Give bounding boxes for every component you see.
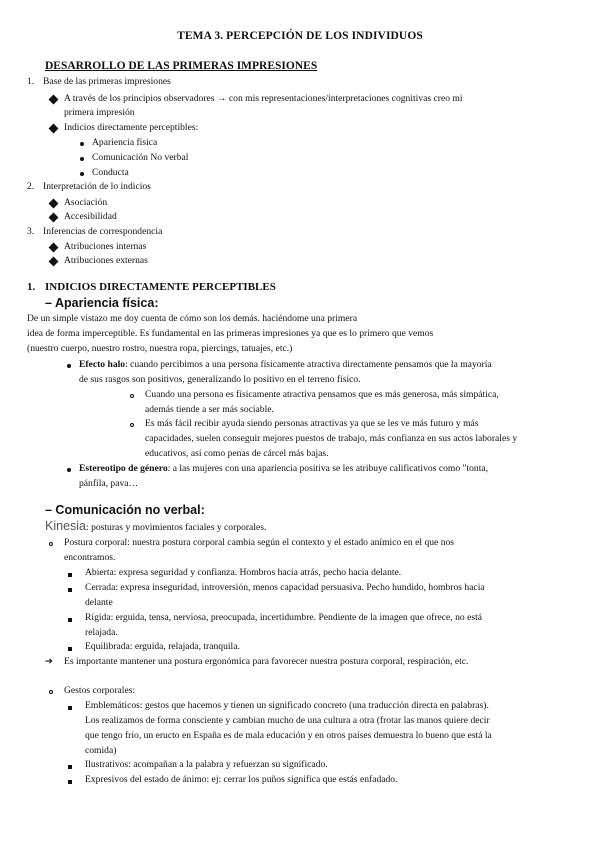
term-kinesia: Kinesia bbox=[45, 519, 86, 533]
list-item-continuation: relajada. bbox=[85, 627, 118, 638]
list-item: A través de los principios observadores → con mis representaciones/interpretaciones cognitivas creo mi bbox=[64, 93, 463, 104]
list-item: Interpretación de lo indicios bbox=[43, 181, 151, 192]
list-item: Asociación bbox=[64, 197, 108, 208]
list-item: Conducta bbox=[92, 167, 129, 178]
diamond-bullet-icon bbox=[49, 199, 59, 209]
diamond-bullet-icon bbox=[49, 124, 59, 134]
paragraph-line: Kinesia: posturas y movimientos faciales y corporales. bbox=[45, 519, 267, 533]
list-item: Gestos corporales: bbox=[64, 685, 136, 696]
bullet-dot-icon bbox=[67, 468, 71, 472]
list-item-continuation: que tengo frío, un eructo en España es de mala educación y en otros países demuestra lo bueno que está la bbox=[85, 730, 492, 741]
page-title: TEMA 3. PERCEPCIÓN DE LOS INDIVIDUOS bbox=[177, 30, 423, 42]
list-item-continuation: además tiende a ser más sociable. bbox=[145, 404, 274, 415]
list-item: Postura corporal: nuestra postura corporal cambia según el contexto y el estado anímico en el que nos bbox=[64, 537, 455, 548]
square-bullet-icon bbox=[68, 647, 72, 651]
list-item: Abierta: expresa seguridad y confianza. Hombros hacia atrás, pecho hacia delante. bbox=[85, 567, 402, 578]
circle-bullet-icon bbox=[130, 394, 134, 398]
square-bullet-icon bbox=[68, 573, 72, 577]
term-estereotipo-genero: Estereotipo de género bbox=[79, 463, 168, 474]
subheading-apariencia: – Apariencia física: bbox=[45, 296, 159, 310]
bullet-dot-icon bbox=[80, 172, 84, 176]
section-number: 1. bbox=[27, 281, 36, 293]
list-item-continuation: Los realizamos de forma consciente y cambian mucho de una cultura a otra (frotar las manos quiere decir bbox=[85, 715, 490, 726]
term-efecto-halo: Efecto halo bbox=[79, 359, 126, 370]
square-bullet-icon bbox=[68, 706, 72, 710]
list-item: Inferencias de correspondencia bbox=[43, 226, 163, 237]
list-number: 1. bbox=[27, 76, 35, 87]
list-item-continuation: educativos, así como penas de cárcel más bajas. bbox=[145, 448, 329, 459]
list-item-continuation: capacidades, suelen conseguir mejores puestos de trabajo, más confianza en sus actos laborales y bbox=[145, 433, 518, 444]
list-item-continuation: delante bbox=[85, 597, 113, 608]
circle-bullet-icon bbox=[130, 423, 134, 427]
note-line: Es importante mantener una postura ergonómica para favorecer nuestra postura corporal, respiración, etc. bbox=[64, 656, 469, 667]
bullet-dot-icon bbox=[80, 157, 84, 161]
list-item: Accesibilidad bbox=[64, 211, 117, 222]
list-item: Estereotipo de género: a las mujeres con una apariencia positiva se les atribuye calificativos como "tonta, bbox=[79, 463, 489, 474]
list-item: Indicios directamente perceptibles: bbox=[64, 122, 199, 133]
list-item: Efecto halo: cuando percibimos a una persona físicamente atractiva directamente pensamos que la mayoría bbox=[79, 359, 492, 370]
list-item: Atribuciones externas bbox=[64, 255, 148, 266]
square-bullet-icon bbox=[68, 765, 72, 769]
list-item: Base de las primeras impresiones bbox=[43, 76, 171, 87]
diamond-bullet-icon bbox=[49, 257, 59, 267]
list-item: Comunicación No verbal bbox=[92, 152, 189, 163]
subheading-comunicacion-no-verbal: – Comunicación no verbal: bbox=[45, 503, 205, 517]
list-item: Equilibrada: erguida, relajada, tranquila. bbox=[85, 641, 240, 652]
list-item: Cerrada: expresa inseguridad, introversión, menos capacidad persuasiva. Pecho hundido, hombros hacia bbox=[85, 582, 485, 593]
square-bullet-icon bbox=[68, 618, 72, 622]
diamond-bullet-icon bbox=[49, 95, 59, 105]
diamond-bullet-icon bbox=[49, 243, 59, 253]
paragraph-line: idea de forma imperceptible. Es fundamental en las primeras impresiones ya que es lo primero que vemos bbox=[27, 328, 434, 339]
list-item: Atribuciones internas bbox=[64, 241, 147, 252]
section-heading-indicios: INDICIOS DIRECTAMENTE PERCEPTIBLES bbox=[45, 281, 276, 293]
paragraph-line: (nuestro cuerpo, nuestro rostro, nuestra ropa, piercings, tatuajes, etc.) bbox=[27, 343, 293, 354]
circle-bullet-icon bbox=[49, 690, 53, 694]
list-item: Apariencia física bbox=[92, 137, 158, 148]
bullet-dot-icon bbox=[80, 142, 84, 146]
square-bullet-icon bbox=[68, 588, 72, 592]
section-heading-primeras-impresiones: DESARROLLO DE LAS PRIMERAS IMPRESIONES bbox=[45, 60, 318, 72]
list-item-continuation: pánfila, pava… bbox=[79, 478, 139, 489]
arrow-icon: ➔ bbox=[45, 656, 54, 667]
circle-bullet-icon bbox=[49, 542, 53, 546]
list-number: 2. bbox=[27, 181, 35, 192]
list-item-continuation: primera impresión bbox=[64, 107, 135, 118]
list-item-continuation: encontramos. bbox=[64, 552, 116, 563]
bullet-dot-icon bbox=[67, 364, 71, 368]
paragraph-line: De un simple vistazo me doy cuenta de cómo son los demás. haciéndome una primera bbox=[27, 313, 358, 324]
diamond-bullet-icon bbox=[49, 213, 59, 223]
list-item: Es más fácil recibir ayuda siendo personas atractivas ya que se les ve más futuro y más bbox=[145, 418, 479, 429]
list-item-continuation: comida) bbox=[85, 745, 117, 756]
list-item: Cuando una persona es físicamente atractiva pensamos que es más generosa, más simpática, bbox=[145, 389, 499, 400]
list-item: Expresivos del estado de ánimo: ej: cerrar los puños significa que estás enfadado. bbox=[85, 774, 398, 785]
list-item: Rígida: erguida, tensa, nerviosa, preocupada, incertidumbre. Pendiente de la imagen que ofrece, no está bbox=[85, 612, 483, 623]
square-bullet-icon bbox=[68, 780, 72, 784]
list-item: Emblemáticos: gestos que hacemos y tienen un significado concreto (una traducción directa en palabras). bbox=[85, 700, 489, 711]
list-number: 3. bbox=[27, 226, 35, 237]
list-item-continuation: de sus rasgos son positivos, generalizando lo positivo en el terreno físico. bbox=[79, 374, 361, 385]
list-item: Ilustrativos: acompañan a la palabra y refuerzan su significado. bbox=[85, 759, 328, 770]
